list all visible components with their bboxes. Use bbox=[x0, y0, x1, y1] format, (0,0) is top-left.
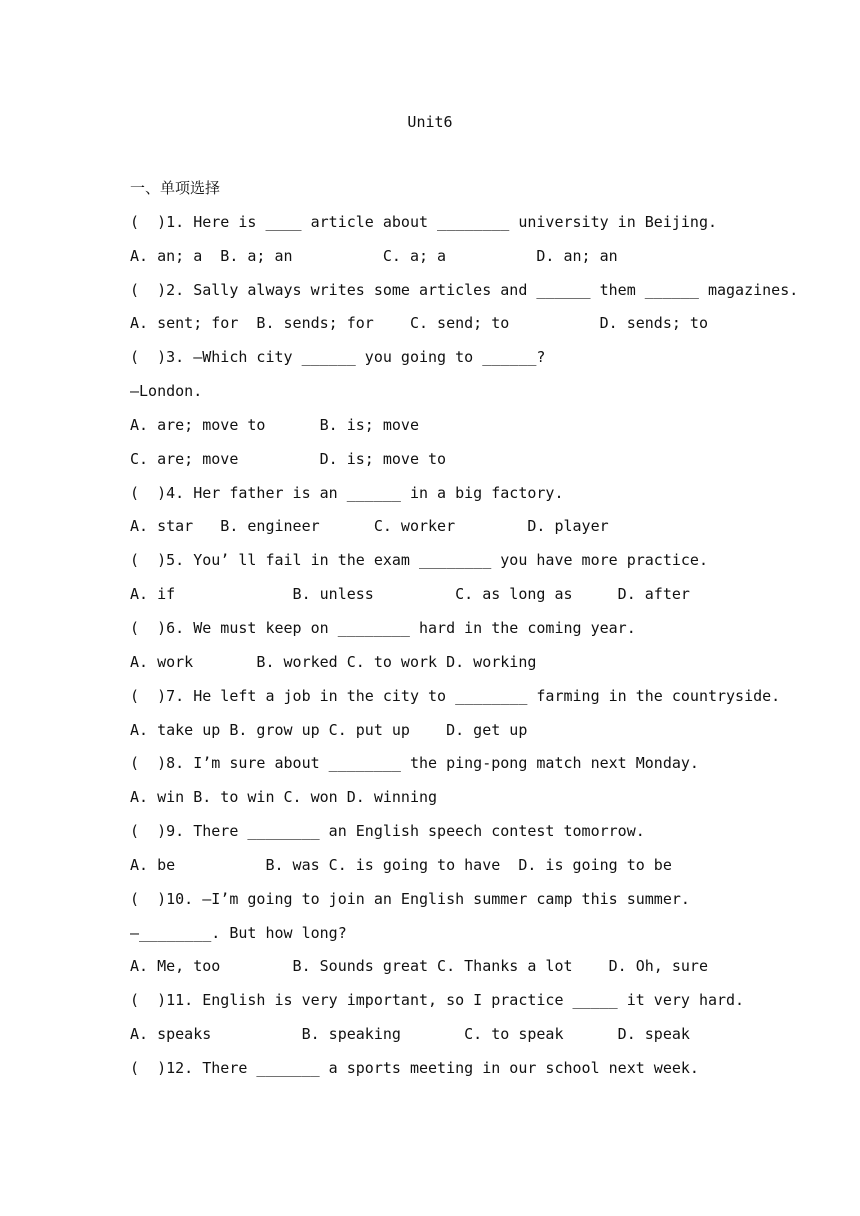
document-title: Unit6 bbox=[407, 113, 453, 131]
options-1: A. an; a B. a; an C. a; a D. an; an bbox=[130, 246, 618, 265]
question-9: ( )9. There ________ an English speech contest tomorrow. bbox=[130, 822, 645, 841]
question-4: ( )4. Her father is an ______ in a big factory. bbox=[130, 483, 564, 502]
question-11: ( )11. English is very important, so I practice _____ it very hard. bbox=[130, 991, 745, 1010]
options-5: A. if B. unless C. as long as D. after bbox=[130, 585, 690, 604]
options-11: A. speaks B. speaking C. to speak D. speak bbox=[130, 1025, 690, 1044]
question-2: ( )2. Sally always writes some articles and ______ them ______ magazines. bbox=[130, 280, 799, 299]
question-12: ( )12. There _______ a sports meeting in our school next week. bbox=[130, 1058, 699, 1077]
question-3: ( )3. —Which city ______ you going to ______? bbox=[130, 348, 546, 367]
options-2: A. sent; for B. sends; for C. send; to D. sends; to bbox=[130, 314, 708, 333]
section-heading: 一、单项选择 bbox=[130, 179, 221, 197]
question-10-reply: —________. But how long? bbox=[130, 923, 347, 942]
exercise-content bbox=[130, 177, 799, 1091]
question-6: ( )6. We must keep on ________ hard in the coming year. bbox=[130, 618, 636, 637]
question-8: ( )8. I’m sure about ________ the ping-pong match next Monday. bbox=[130, 754, 699, 773]
question-5: ( )5. You’ ll fail in the exam ________ you have more practice. bbox=[130, 551, 708, 570]
options-4: A. star B. engineer C. worker D. player bbox=[130, 517, 609, 536]
options-8: A. win B. to win C. won D. winning bbox=[130, 788, 438, 807]
options-3b: C. are; move D. is; move to bbox=[130, 449, 447, 468]
question-3-reply: —London. bbox=[130, 382, 203, 401]
options-6: A. work B. worked C. to work D. working bbox=[130, 652, 537, 671]
question-7: ( )7. He left a job in the city to ________ farming in the countryside. bbox=[130, 686, 781, 705]
options-3a: A. are; move to B. is; move bbox=[130, 415, 419, 434]
options-10: A. Me, too B. Sounds great C. Thanks a lot D. Oh, sure bbox=[130, 957, 708, 976]
question-10: ( )10. —I’m going to join an English summer camp this summer. bbox=[130, 889, 690, 908]
question-1: ( )1. Here is ____ article about ________ university in Beijing. bbox=[130, 212, 717, 231]
options-7: A. take up B. grow up C. put up D. get up bbox=[130, 720, 528, 739]
options-9: A. be B. was C. is going to have D. is going to be bbox=[130, 855, 672, 874]
